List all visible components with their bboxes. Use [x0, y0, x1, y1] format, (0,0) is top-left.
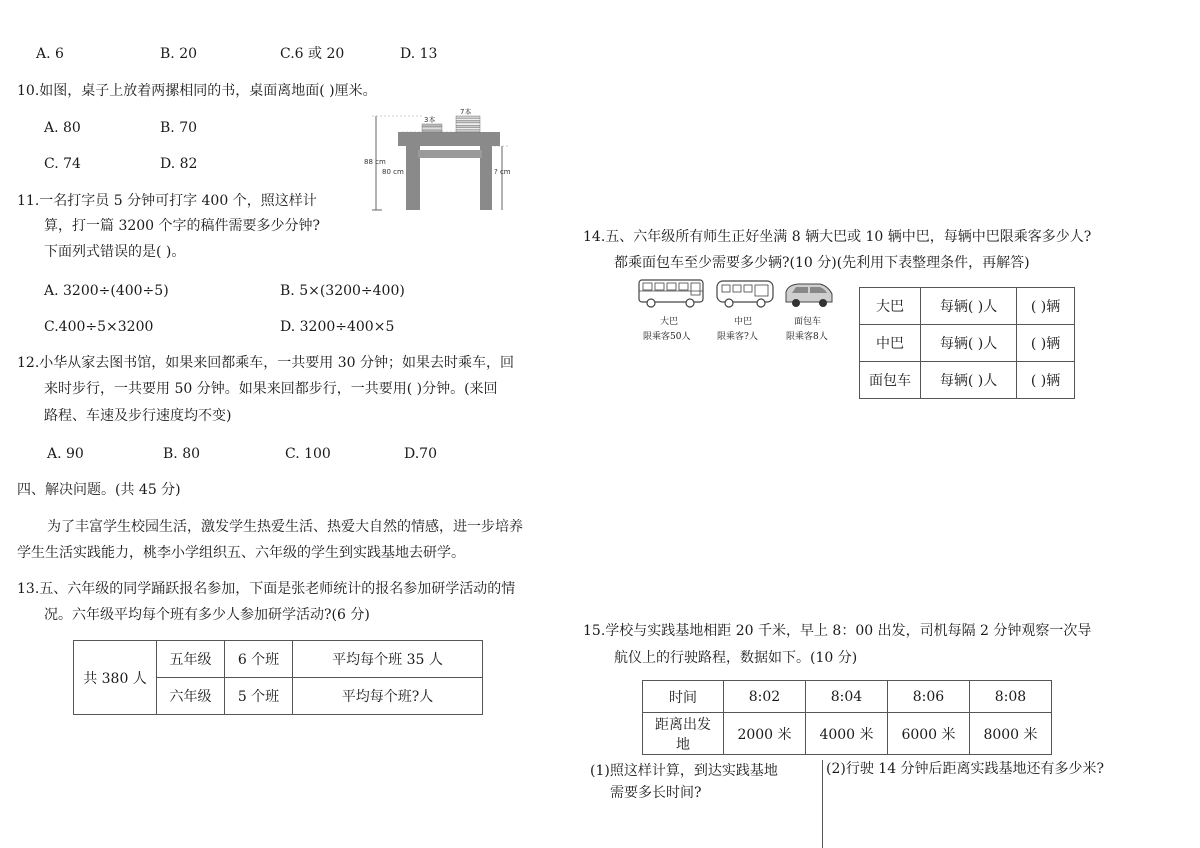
q11-line-2: 算，打一篇 3200 个字的稿件需要多少分钟?: [44, 218, 321, 234]
q9-option-c: C.6 或 20: [280, 46, 345, 62]
q14-row-van-count: ( )辆: [1017, 362, 1075, 399]
q12-option-a: A. 90: [47, 446, 84, 462]
q14-row-midbus-count: ( )辆: [1017, 325, 1075, 362]
q15-line-1: 15.学校与实践基地相距 20 千米，早上 8：00 出发，司机每隔 2 分钟观察一次导: [583, 623, 1092, 639]
q13-grade5-label: 五年级: [157, 641, 225, 678]
q10-stem: 10.如图，桌子上放着两摞相同的书，桌面离地面( )厘米。: [17, 83, 377, 99]
svg-text:3本: 3本: [424, 116, 436, 124]
answer-divider-line: [822, 760, 823, 848]
q11-line-3: 下面列式错误的是( )。: [44, 244, 186, 260]
minivan-capacity: 限乘客8人: [786, 332, 828, 342]
q15-header-t3: 8:06: [888, 681, 970, 713]
medium-bus-name: 中巴: [734, 317, 753, 327]
q9-option-a: A. 6: [36, 46, 64, 62]
q14-row-van-per: 每辆( )人: [921, 362, 1017, 399]
q14-row-bus-name: 大巴: [860, 288, 921, 325]
q12-line-3: 路程、车速及步行速度均不变): [44, 408, 232, 424]
q9-option-b: B. 20: [160, 46, 198, 62]
q13-grade5-classes: 6 个班: [225, 641, 293, 678]
q14-row-bus-per: 每辆( )人: [921, 288, 1017, 325]
q15-row-d1: 2000 米: [724, 713, 806, 755]
section-4-title: 四、解决问题。(共 45 分): [17, 482, 181, 498]
svg-text:80 cm: 80 cm: [382, 168, 404, 176]
q15-row-d3: 6000 米: [888, 713, 970, 755]
q12-option-c: C. 100: [285, 446, 331, 462]
large-bus-name: 大巴: [660, 317, 679, 327]
q11-line-1: 11.一名打字员 5 分钟可打字 400 个，照这样计: [17, 193, 317, 209]
q11-option-d: D. 3200÷400×5: [280, 319, 395, 335]
q14-line-2: 都乘面包车至少需要多少辆?(10 分)(先利用下表整理条件，再解答): [614, 255, 1030, 271]
q15-sub1-line-2: 需要多长时间?: [610, 785, 702, 801]
large-bus-icon: [636, 276, 706, 310]
q13-grade6-label: 六年级: [157, 678, 225, 715]
svg-text:7本: 7本: [460, 108, 472, 116]
q13-grade5-average: 平均每个班 35 人: [293, 641, 483, 678]
table-with-books-figure: [362, 104, 524, 214]
minivan-icon: [782, 280, 836, 310]
q15-header-time: 时间: [643, 681, 724, 713]
q12-option-b: B. 80: [163, 446, 201, 462]
q15-sub1-line-1: (1)照这样计算，到达实践基地: [590, 763, 778, 779]
q13-grade6-average: 平均每个班?人: [293, 678, 483, 715]
q15-header-t2: 8:04: [806, 681, 888, 713]
q13-line-1: 13.五、六年级的同学踊跃报名参加，下面是张老师统计的报名参加研学活动的情: [17, 581, 516, 597]
q12-line-2: 来时步行，一共要用 50 分钟。如果来回都步行，一共要用( )分钟。(来回: [44, 381, 498, 397]
q11-option-b: B. 5×(3200÷400): [280, 283, 405, 299]
q10-option-a: A. 80: [44, 120, 81, 136]
q10-option-c: C. 74: [44, 156, 81, 172]
section-4-intro-1: 为了丰富学生校园生活，激发学生热爱生活、热爱大自然的情感，进一步培养: [47, 519, 523, 535]
q15-sub2: (2)行驶 14 分钟后距离实践基地还有多少米?: [826, 761, 1105, 777]
svg-text:? cm: ? cm: [494, 168, 511, 176]
q14-vehicle-table: [859, 287, 1075, 399]
q14-row-midbus-name: 中巴: [860, 325, 921, 362]
q15-row-d2: 4000 米: [806, 713, 888, 755]
q15-row-label: 距离出发地: [643, 713, 724, 755]
q15-line-2: 航仪上的行驶路程，数据如下。(10 分): [614, 650, 858, 666]
q14-row-midbus-per: 每辆( )人: [921, 325, 1017, 362]
q12-line-1: 12.小华从家去图书馆，如果来回都乘车，一共要用 30 分钟；如果去时乘车，回: [17, 355, 514, 371]
q13-enrollment-table: [73, 640, 483, 715]
q11-option-a: A. 3200÷(400÷5): [44, 283, 169, 299]
medium-bus-capacity: 限乘客?人: [717, 332, 758, 342]
q13-grade6-classes: 5 个班: [225, 678, 293, 715]
q15-header-t4: 8:08: [970, 681, 1052, 713]
q15-header-t1: 8:02: [724, 681, 806, 713]
q13-line-2: 况。六年级平均每个班有多少人参加研学活动?(6 分): [44, 607, 370, 623]
q15-distance-table: [642, 680, 1052, 755]
q11-option-c: C.400÷5×3200: [44, 319, 154, 335]
q14-row-bus-count: ( )辆: [1017, 288, 1075, 325]
medium-bus-icon: [714, 276, 776, 310]
q10-option-d: D. 82: [160, 156, 198, 172]
large-bus-capacity: 限乘客50人: [643, 332, 691, 342]
q14-line-1: 14.五、六年级所有师生正好坐满 8 辆大巴或 10 辆中巴，每辆中巴限乘客多少人?: [583, 229, 1092, 245]
q9-option-d: D. 13: [400, 46, 438, 62]
q10-option-b: B. 70: [160, 120, 198, 136]
q14-row-van-name: 面包车: [860, 362, 921, 399]
q15-row-d4: 8000 米: [970, 713, 1052, 755]
svg-text:88 cm: 88 cm: [364, 158, 386, 166]
minivan-name: 面包车: [794, 317, 822, 327]
section-4-intro-2: 学生生活实践能力，桃李小学组织五、六年级的学生到实践基地去研学。: [17, 545, 465, 561]
q13-total-cell: 共 380 人: [74, 641, 157, 715]
q12-option-d: D.70: [404, 446, 437, 462]
